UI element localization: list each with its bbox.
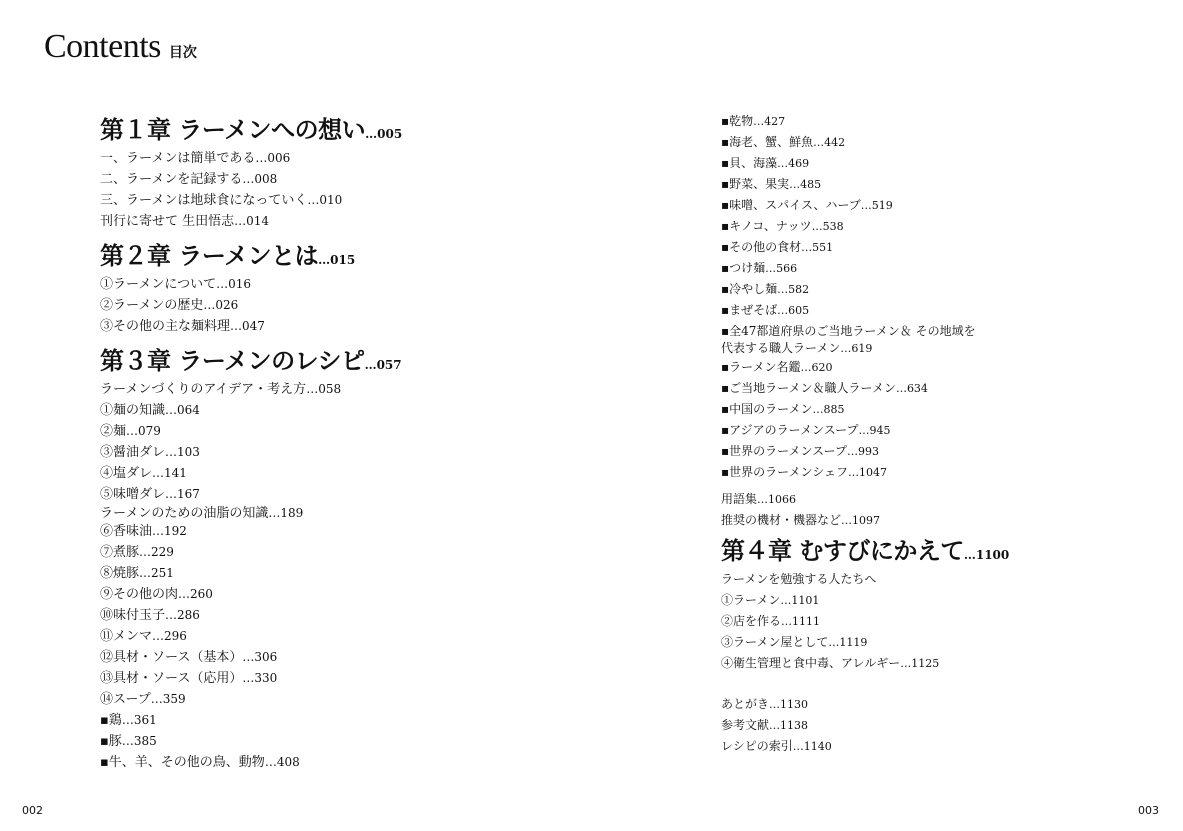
toc-entry[interactable]: レシピの索引…1140 <box>721 739 832 753</box>
toc-entry[interactable]: ▪中国のラーメン…885 <box>721 402 845 416</box>
toc-entry[interactable]: ▪アジアのラーメンスープ…945 <box>721 423 891 437</box>
toc-entry[interactable]: ▪鶏…361 <box>100 713 157 728</box>
toc-entry[interactable]: ④塩ダレ…141 <box>100 466 187 481</box>
toc-entry[interactable]: ③醤油ダレ…103 <box>100 445 200 460</box>
toc-entry[interactable]: ▪世界のラーメンスープ…993 <box>721 444 879 458</box>
toc-entry[interactable]: ⑪メンマ…296 <box>100 629 187 644</box>
toc-entry[interactable]: ⑨その他の肉…260 <box>100 587 213 602</box>
toc-entry[interactable]: ▪まぜそば…605 <box>721 303 810 317</box>
toc-entry[interactable]: 刊行に寄せて 生田悟志…014 <box>100 214 270 229</box>
toc-entry[interactable]: ▪乾物…427 <box>721 114 786 128</box>
toc-entry[interactable]: ③ラーメン屋として…1119 <box>721 635 868 649</box>
toc-entry[interactable]: ▪野菜、果実…485 <box>721 177 822 191</box>
toc-entry[interactable]: ラーメンのための油脂の知識…189 <box>100 506 304 521</box>
toc-entry[interactable]: ▪牛、羊、その他の鳥、動物…408 <box>100 755 300 770</box>
toc-entry[interactable]: 一、ラーメンは簡単である…006 <box>100 151 291 166</box>
toc-entry[interactable]: 参考文献…1138 <box>721 718 809 732</box>
toc-entry[interactable]: あとがき…1130 <box>721 697 809 711</box>
toc-entry[interactable]: 推奨の機材・機器など…1097 <box>721 513 881 527</box>
chapter-2-heading[interactable]: 第２章 ラーメンとは …015 <box>100 241 356 270</box>
contents-title-ja: 目次 <box>168 45 197 61</box>
toc-entry[interactable]: ラーメンづくりのアイデア・考え方…058 <box>100 382 342 397</box>
toc-entry[interactable]: ▪ご当地ラーメン＆職人ラーメン…634 <box>721 381 928 395</box>
toc-entry[interactable]: 三、ラーメンは地球食になっていく…010 <box>100 193 343 208</box>
toc-entry[interactable]: ①麺の知識…064 <box>100 403 200 418</box>
left-column <box>100 110 402 773</box>
chapter-4-heading[interactable]: 第４章 むすびにかえて …1100 <box>721 536 1010 565</box>
page-number-right: 003 <box>1138 804 1159 817</box>
toc-entry[interactable]: ⑤味噌ダレ…167 <box>100 487 200 502</box>
toc-entry[interactable]: ▪豚…385 <box>100 734 157 749</box>
toc-entry[interactable]: ②店を作る…1111 <box>721 614 821 628</box>
toc-entry[interactable]: ラーメンを勉強する人たちへ <box>721 572 877 586</box>
toc-entry[interactable]: ⑧焼豚…251 <box>100 566 174 581</box>
toc-entry[interactable]: ▪ラーメン名鑑…620 <box>721 360 833 374</box>
toc-entry[interactable]: ▪世界のラーメンシェフ…1047 <box>721 465 887 479</box>
toc-entry[interactable]: ▪キノコ、ナッツ…538 <box>721 219 844 233</box>
toc-entry[interactable]: ▪味噌、スパイス、ハーブ…519 <box>721 198 893 212</box>
chapter-3-heading[interactable]: 第３章 ラーメンのレシピ …057 <box>100 346 402 375</box>
toc-entry[interactable]: ②麺…079 <box>100 424 161 439</box>
toc-entry[interactable]: ▪冷やし麺…582 <box>721 282 810 296</box>
toc-entry[interactable]: ②ラーメンの歴史…026 <box>100 298 239 313</box>
toc-entry[interactable]: ①ラーメンについて…016 <box>100 277 251 292</box>
toc-entry[interactable]: ⑩味付玉子…286 <box>100 608 200 623</box>
right-column <box>721 111 1009 757</box>
toc-entry[interactable]: 二、ラーメンを記録する…008 <box>100 172 278 187</box>
toc-entry[interactable]: ⑫具材・ソース（基本）…306 <box>100 650 278 665</box>
toc-entry[interactable]: ▪海老、蟹、鮮魚…442 <box>721 135 846 149</box>
toc-entry[interactable]: 用語集…1066 <box>721 492 797 506</box>
toc-entry[interactable]: ①ラーメン…1101 <box>721 593 820 607</box>
toc-entry[interactable]: ④衛生管理と食中毒、アレルギー…1125 <box>721 656 940 670</box>
toc-entry[interactable]: ⑬具材・ソース（応用）…330 <box>100 671 278 686</box>
toc-entry[interactable]: ⑭スープ…359 <box>100 692 186 707</box>
toc-entry[interactable]: ▪貝、海藻…469 <box>721 156 810 170</box>
toc-entry[interactable]: ▪全47都道府県のご当地ラーメン＆ その地域を代表する職人ラーメン…619 <box>721 324 976 355</box>
toc-entry[interactable]: ▪つけ麺…566 <box>721 261 798 275</box>
toc-entry[interactable]: ⑥香味油…192 <box>100 524 187 539</box>
contents-title-en: Contents <box>44 28 161 65</box>
toc-entry[interactable]: ③その他の主な麺料理…047 <box>100 319 265 334</box>
toc-entry[interactable]: ⑦煮豚…229 <box>100 545 174 560</box>
toc-entry[interactable]: ▪その他の食材…551 <box>721 240 834 254</box>
contents-header <box>44 28 197 66</box>
chapter-1-heading[interactable]: 第１章 ラーメンへの想い …005 <box>100 115 403 144</box>
page-number-left: 002 <box>22 804 43 817</box>
